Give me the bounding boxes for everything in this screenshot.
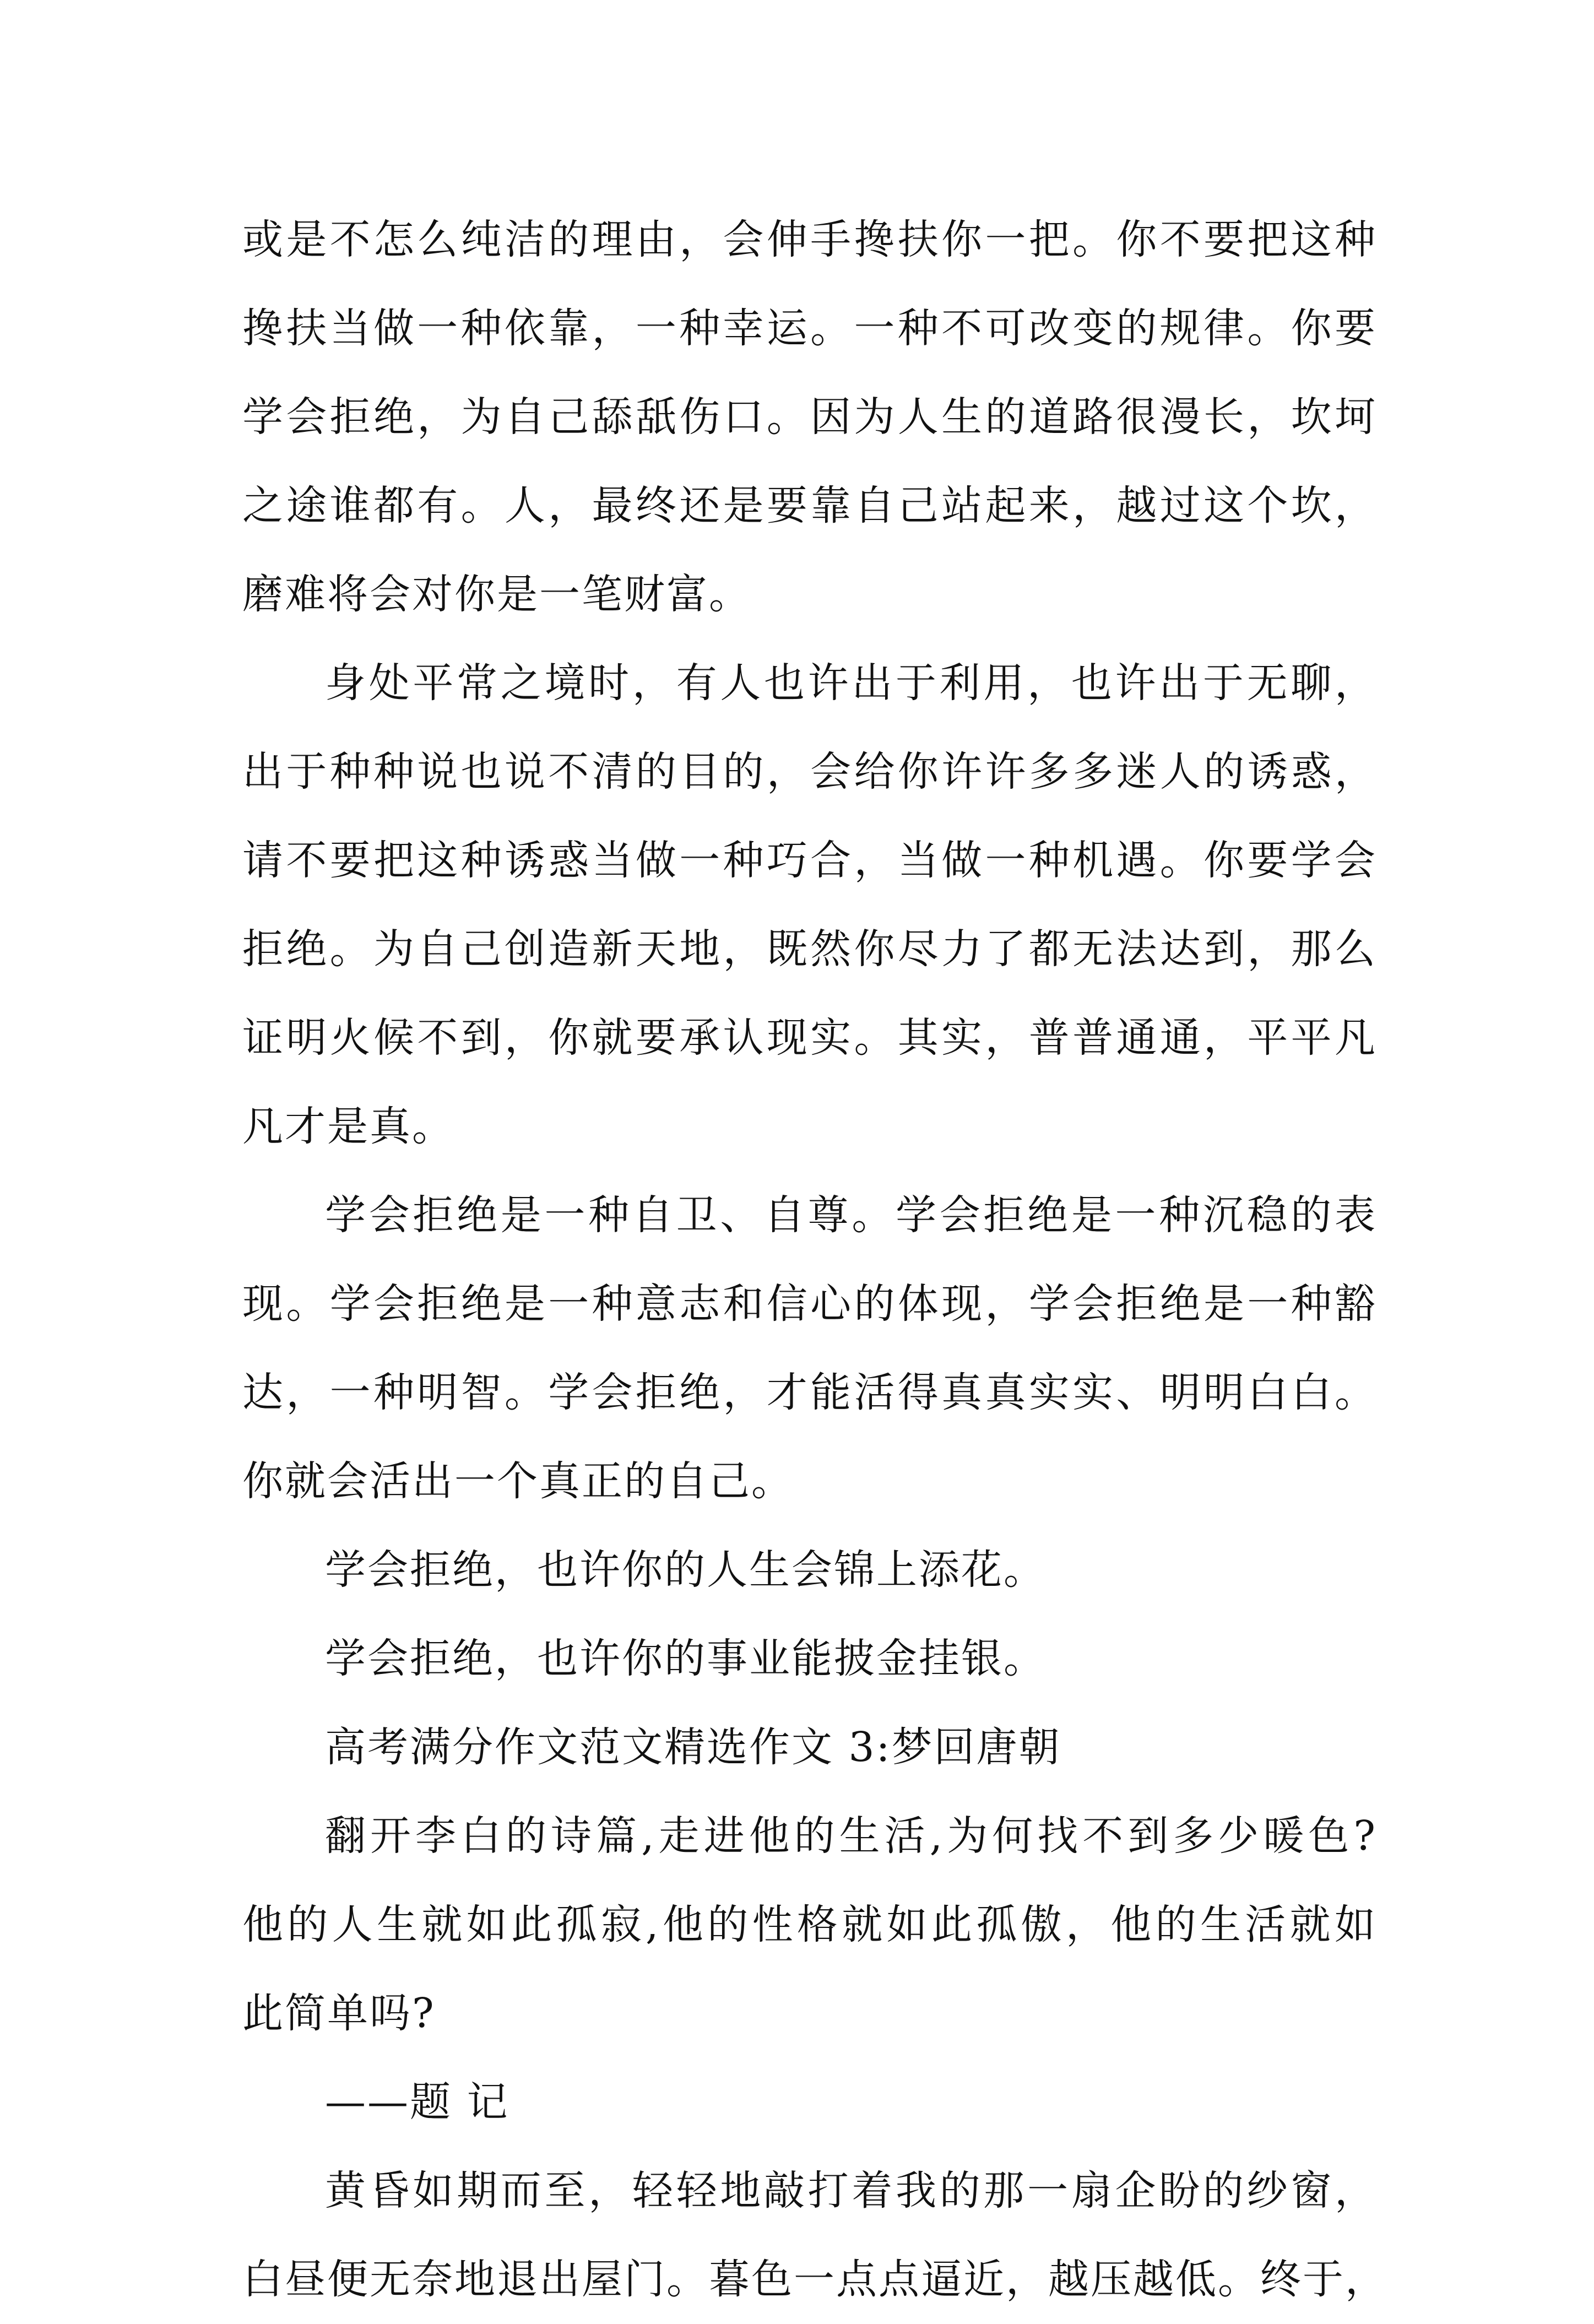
text-line: 拒绝。为自己创造新天地，既然你尽力了都无法达到，那么 xyxy=(242,925,1377,973)
text-line: 出于种种说也说不清的目的，会给你许许多多迷人的诱惑， xyxy=(242,748,1377,795)
text-line: 白昼便无奈地退出屋门。暮色一点点逼近，越压越低。终于， xyxy=(242,2256,1387,2303)
text-line: 他的人生就如此孤寂,他的性格就如此孤傲，他的生活就如 xyxy=(242,1901,1377,1948)
text-line: 磨难将会对你是一笔财富。 xyxy=(242,571,751,618)
text-line: 或是不怎么纯洁的理由，会伸手搀扶你一把。你不要把这种 xyxy=(242,216,1377,263)
text-line: 学会拒绝，为自己舔舐伤口。因为人生的道路很漫长，坎坷 xyxy=(242,393,1377,441)
section-heading: 高考满分作文范文精选作文 3:梦回唐朝 xyxy=(325,1724,1061,1771)
text-line: 现。学会拒绝是一种意志和信心的体现，学会拒绝是一种豁 xyxy=(242,1280,1377,1328)
paragraph-first-line: 身处平常之境时，有人也许出于利用，也许出于无聊， xyxy=(325,659,1377,707)
body-text xyxy=(242,196,1387,2324)
paragraph-first-line: 学会拒绝，也许你的人生会锦上添花。 xyxy=(325,1546,1046,1594)
paragraph-first-line: 翻开李白的诗篇,走进他的生活,为何找不到多少暖色? xyxy=(325,1812,1377,1860)
paragraph-first-line: 学会拒绝是一种自卫、自尊。学会拒绝是一种沉稳的表 xyxy=(325,1191,1377,1239)
text-line: 你就会活出一个真正的自己。 xyxy=(242,1458,794,1505)
text-line: 此简单吗? xyxy=(242,1990,436,2037)
epigraph-attribution: ——题 记 xyxy=(325,2078,509,2126)
text-line: 之途谁都有。人，最终还是要靠自己站起来，越过这个坎， xyxy=(242,482,1377,529)
text-line: 证明火候不到，你就要承认现实。其实，普普通通，平平凡 xyxy=(242,1014,1377,1061)
paragraph-first-line: 黄昏如期而至，轻轻地敲打着我的那一扇企盼的纱窗， xyxy=(325,2167,1377,2214)
paragraph-first-line: 学会拒绝，也许你的事业能披金挂银。 xyxy=(325,1635,1046,1682)
text-line: 请不要把这种诱惑当做一种巧合，当做一种机遇。你要学会 xyxy=(242,837,1377,884)
text-line: 达，一种明智。学会拒绝，才能活得真真实实、明明白白。 xyxy=(242,1369,1377,1416)
text-line: 凡才是真。 xyxy=(242,1103,454,1150)
text-line: 搀扶当做一种依靠，一种幸运。一种不可改变的规律。你要 xyxy=(242,305,1377,352)
